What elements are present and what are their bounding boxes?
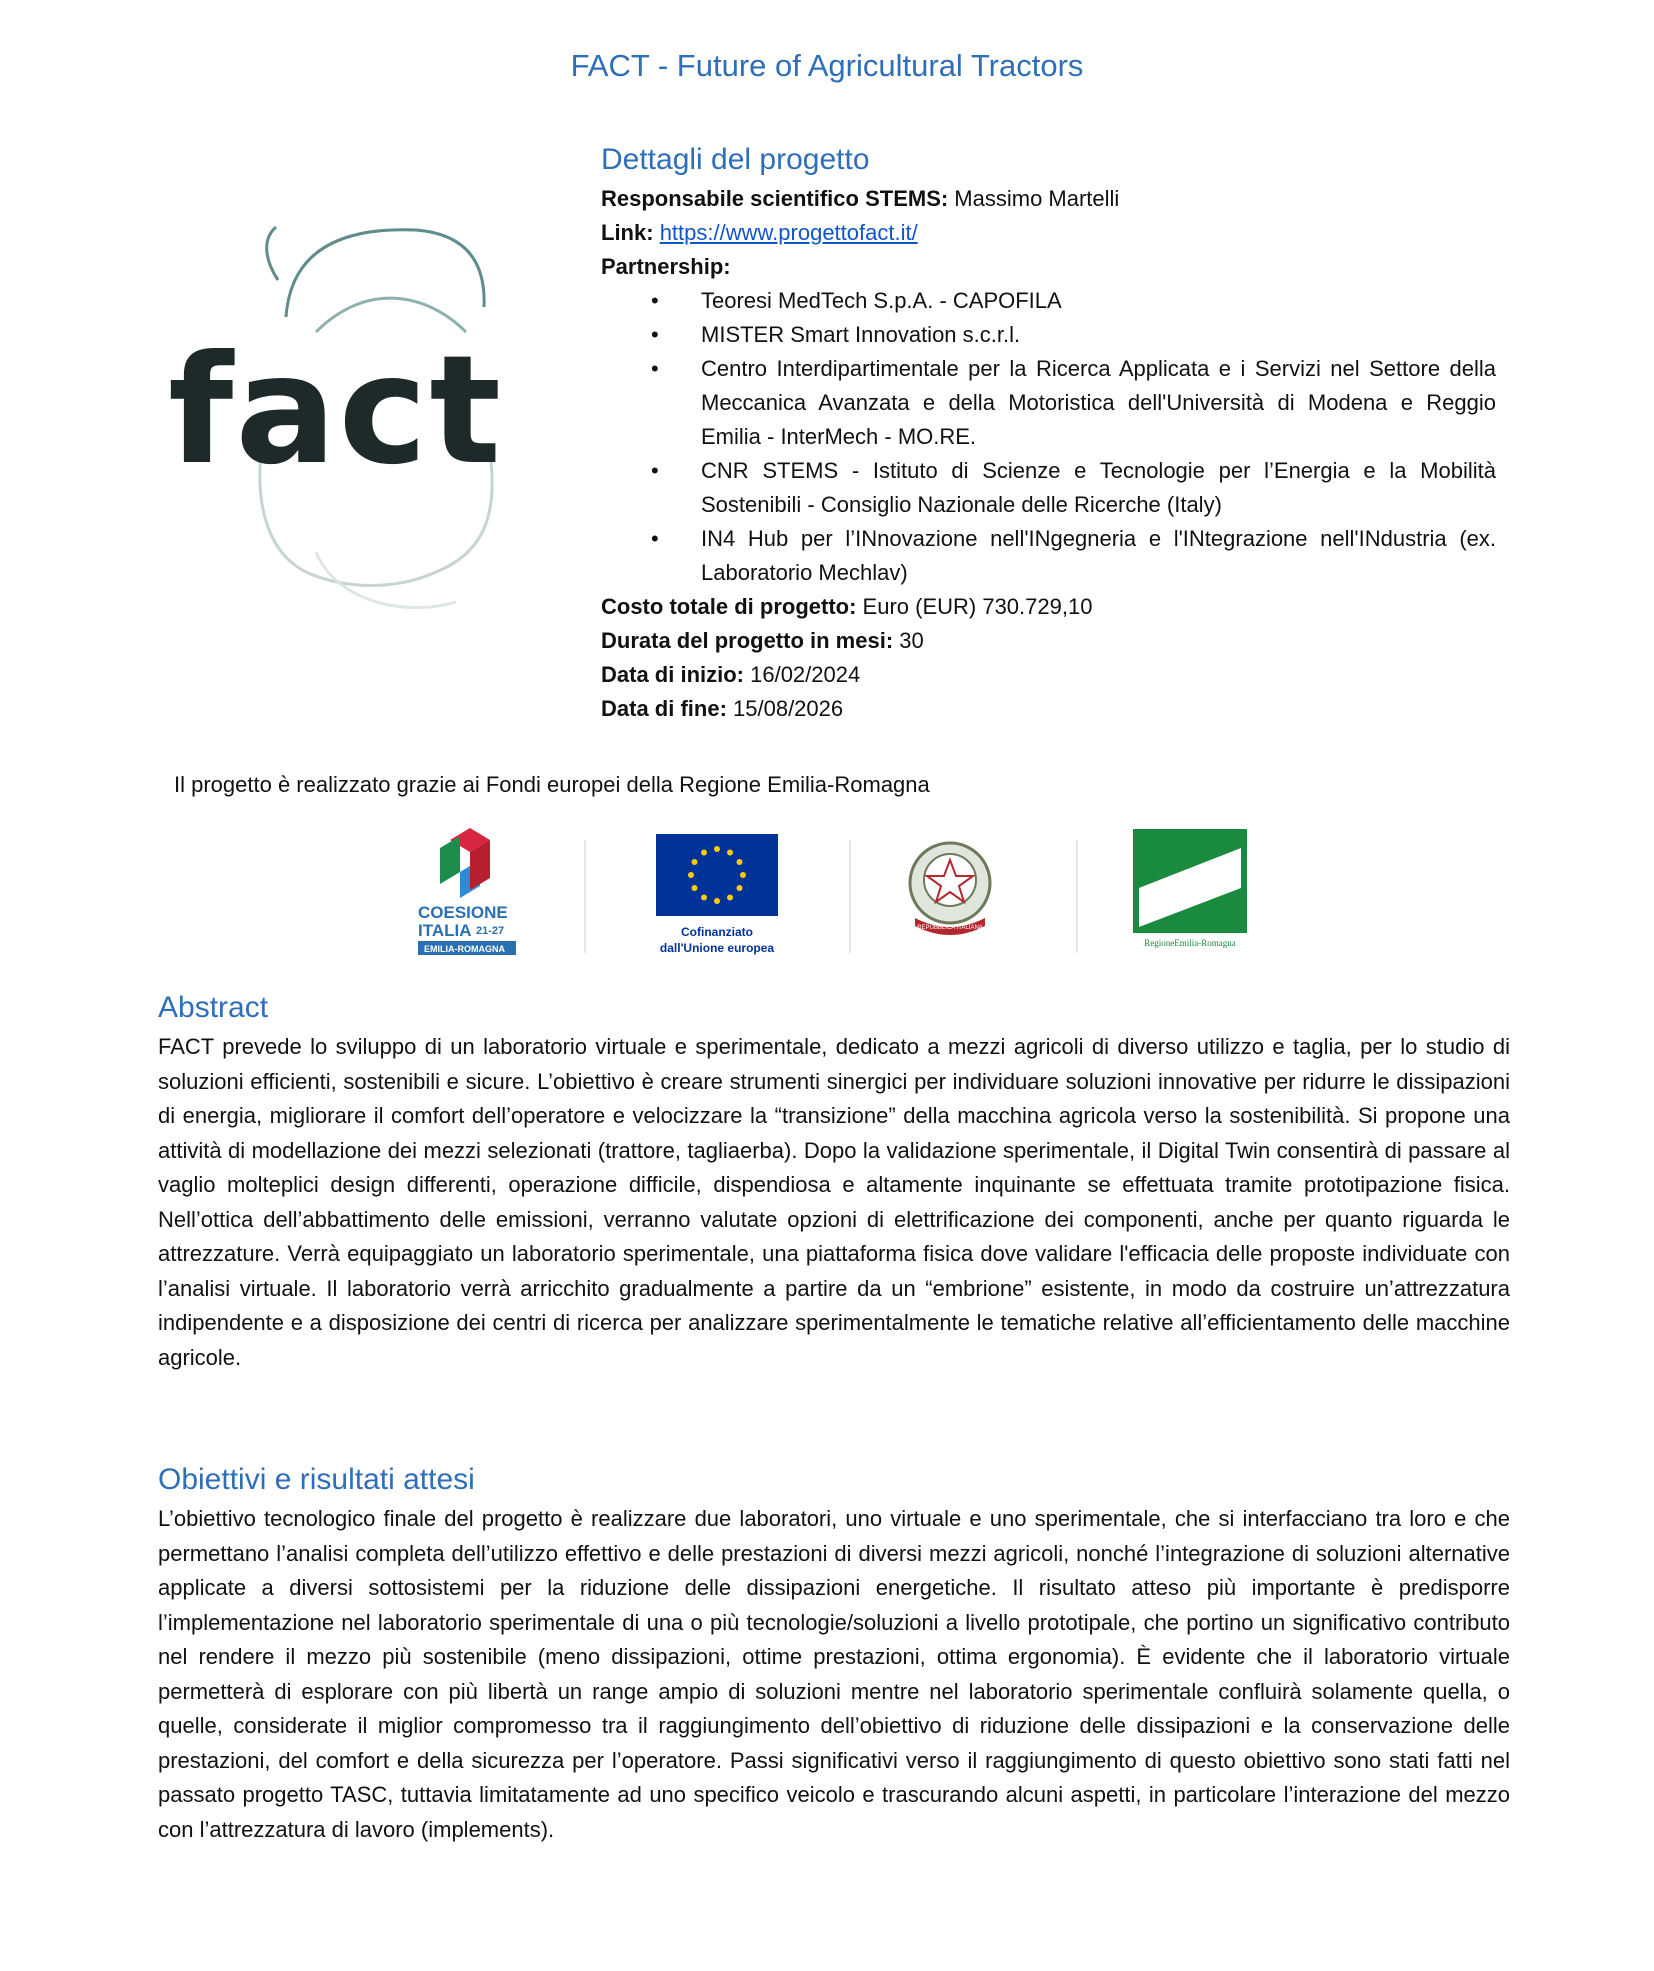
regione-text: RegioneEmilia-Romagna (1144, 938, 1236, 948)
eu-star (701, 850, 707, 856)
inizio-value: 16/02/2024 (744, 662, 861, 687)
responsabile-row (601, 182, 1501, 216)
link-label: Link: (601, 220, 654, 245)
partner-item: • Centro Interdipartimentale per la Ricerca Applicata e i Servizi nel Settore della Meccanica Avanzata e della Motoristica dell'Università di Modena e Reggio Emilia - InterMech - MO.RE. (701, 352, 1496, 454)
responsabile-label: Responsabile scientifico STEMS: (601, 186, 949, 211)
partnership-row (601, 250, 1501, 284)
inizio-row (601, 658, 1501, 692)
durata-label: Durata del progetto in mesi: (601, 628, 894, 653)
responsabile-value: Massimo Martelli (948, 186, 1120, 211)
durata-value: 30 (893, 628, 924, 653)
details-heading: Dettagli del progetto (601, 143, 870, 176)
logo-wordmark: fact (168, 324, 504, 498)
objectives-heading: Obiettivi e risultati attesi (158, 1463, 475, 1496)
project-link[interactable]: https://www.progettofact.it/ (659, 220, 918, 245)
eu-line1: Cofinanziato (681, 925, 753, 939)
coesione-italia-logo (418, 828, 516, 955)
partner-list (601, 284, 1496, 590)
coesione-region: EMILIA-ROMAGNA (424, 944, 505, 954)
partner-item: • Teoresi MedTech S.p.A. - CAPOFILA (701, 284, 1496, 318)
project-details (601, 140, 1501, 726)
partner-item: • MISTER Smart Innovation s.c.r.l. (701, 318, 1496, 352)
eu-star (692, 885, 698, 891)
fine-label: Data di fine: (601, 696, 727, 721)
regione-emilia-romagna-logo (1136, 832, 1244, 948)
eu-star (737, 885, 743, 891)
abstract-section (158, 988, 1510, 1375)
coesione-line1: COESIONE (418, 903, 508, 922)
page-title: FACT - Future of Agricultural Tractors (570, 48, 1084, 83)
coesione-years: 21-27 (476, 925, 505, 937)
eu-star (727, 895, 733, 901)
funding-logos (410, 828, 1270, 968)
repubblica-text: REPUBBLICA ITALIANA (917, 925, 983, 931)
partnership-label: Partnership: (601, 254, 731, 279)
durata-row (601, 624, 1501, 658)
eu-star (737, 859, 743, 865)
eu-star (701, 895, 707, 901)
fine-value: 15/08/2026 (726, 696, 844, 721)
eu-star (714, 846, 720, 852)
partner-item: • IN4 Hub per l’INnovazione nell'INgegneria e l'INtegrazione nell'INdustria (ex. Laboratorio Mechlav) (701, 522, 1496, 590)
coesione-line2: ITALIA (418, 921, 472, 940)
costo-value: Euro (EUR) 730.729,10 (856, 594, 1093, 619)
costo-row (601, 590, 1501, 624)
link-row (601, 216, 1501, 250)
abstract-text: FACT prevede lo sviluppo di un laboratorio virtuale e sperimentale, dedicato a mezzi agricoli di diverso utilizzo e taglia, per lo studio di soluzioni efficienti, sostenibili e sicure. L’obiettivo è creare strumenti sinergici per individuare soluzioni innovative per ridurre le dissipazioni di energia, migliorare il comfort dell’operatore e velocizzare la “transizione” della macchina agricola verso la sostenibilità. Si propone una attività di modellazione dei mezzi selezionati (trattore, tagliaerba). Dopo la validazione sperimentale, il Digital Twin consentirà di passare al vaglio molteplici design differenti, operazione difficile, dispendiosa e altamente inquinante se effettuata tramite prototipazione fisica. Nell’ottica dell’abbattimento delle emissioni, verranno valutate opzioni di elettrificazione dei componenti, anche per quanto riguarda le attrezzature. Verrà equipaggiato un laboratorio sperimentale, una piattaforma fisica dove validare l'efficacia delle proposte individuate con l’analisi virtuale. Il laboratorio verrà arricchito gradualmente a partire da un “embrione” esistente, in modo da costruire un’attrezzatura indipendente e a disposizione dei centri di ricerca per analizzare sperimentalmente le tematiche relative all’efficientamento delle macchine agricole. (158, 1034, 1510, 1370)
repubblica-italiana-emblem (910, 843, 990, 935)
eu-star (688, 872, 694, 878)
fact-logo (166, 222, 580, 622)
fine-row (601, 692, 1501, 726)
eu-star (692, 859, 698, 865)
partner-item: • CNR STEMS - Istituto di Scienze e Tecnologie per l’Energia e la Mobilità Sostenibili - Consiglio Nazionale delle Ricerche (Italy) (701, 454, 1496, 522)
eu-line2: dall'Unione europea (659, 941, 775, 955)
inizio-label: Data di inizio: (601, 662, 744, 687)
objectives-text: L’obiettivo tecnologico finale del progetto è realizzare due laboratori, uno virtuale e uno sperimentale, che si interfacciano tra loro e che permettano l’analisi completa dell’utilizzo effettivo e delle prestazioni di diversi mezzi agricoli, nonché l’integrazione di soluzioni alternative applicate a diversi sottosistemi per la riduzione delle dissipazioni energetiche. Il risultato atteso più importante è predisporre l’implementazione nel laboratorio sperimentale di una o più tecnologie/soluzioni a livello prototipale, che portino un significativo contributo nel rendere il mezzo più sostenibile (meno dissipazioni, ottime prestazioni, ottima ergonomia). È evidente che il laboratorio virtuale permetterà di esplorare con più libertà un range ampio di soluzioni mentre nel laboratorio sperimentale confluirà solamente quella, o quelle, considerate il miglior compromesso tra il raggiungimento dell’obiettivo di riduzione delle dissipazioni e la conservazione delle prestazioni, del comfort e della sicurezza per l’operatore. Passi significativi verso il raggiungimento di questo obiettivo sono stati fatti nel passato progetto TASC, tuttavia limitatamente ad uno specifico veicolo e trascurando alcuni aspetti, in particolare l’interazione del mezzo con l’attrezzatura di lavoro (implements). (158, 1506, 1510, 1842)
funding-note: Il progetto è realizzato grazie ai Fondi europei della Regione Emilia-Romagna (174, 772, 930, 797)
eu-star (740, 872, 746, 878)
eu-star (727, 850, 733, 856)
eu-flag-logo (656, 834, 778, 955)
abstract-heading: Abstract (158, 991, 269, 1024)
eu-star (714, 898, 720, 904)
costo-label: Costo totale di progetto: (601, 594, 857, 619)
objectives-section (158, 1460, 1510, 1847)
